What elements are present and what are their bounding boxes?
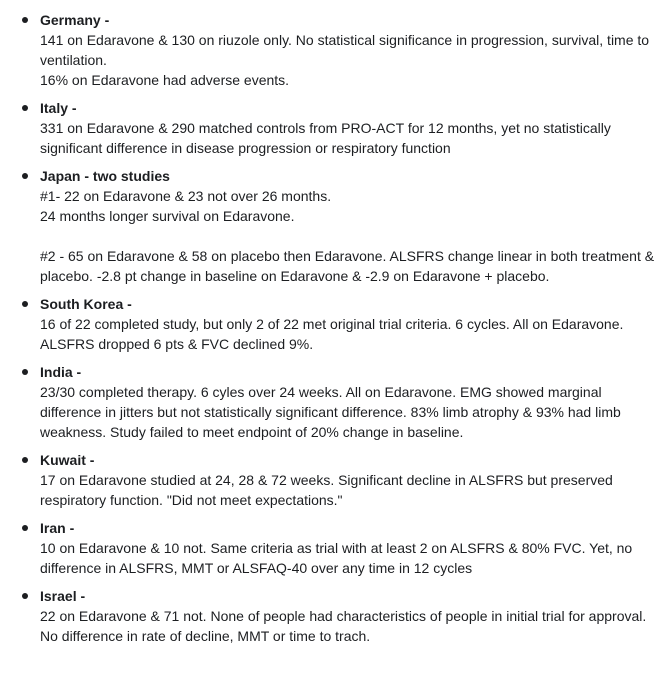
country-name: Germany -	[40, 12, 110, 28]
paragraph-break	[40, 226, 661, 246]
country-name: Kuwait -	[40, 452, 95, 468]
list-item-italy	[18, 98, 661, 158]
list-item-japan	[18, 166, 661, 286]
study-text: #2 - 65 on Edaravone & 58 on placebo then Edaravone. ALSFRS change linear in both treatment & placebo. -2.8 pt change in baseline on Edaravone & -2.9 on Edaravone + placebo.	[40, 248, 655, 284]
study-text: 141 on Edaravone & 130 on riuzole only. No statistical significance in progression, survival, time to ventilation.	[40, 32, 650, 68]
study-text: 17 on Edaravone studied at 24, 28 & 72 weeks. Significant decline in ALSFRS but preserved respiratory function. "Did not meet expectations."	[40, 472, 613, 508]
country-name: Japan - two studies	[40, 168, 170, 184]
list-item-south-korea	[18, 294, 661, 354]
list-item-israel	[18, 586, 661, 646]
country-name: Israel -	[40, 588, 86, 604]
country-name: Iran -	[40, 520, 75, 536]
list-item-india	[18, 362, 661, 442]
study-text: 22 on Edaravone & 71 not. None of people had characteristics of people in initial trial for approval. No difference in rate of decline, MMT or time to trach.	[40, 608, 647, 644]
list-item-iran	[18, 518, 661, 578]
study-text: 10 on Edaravone & 10 not. Same criteria as trial with at least 2 on ALSFRS & 80% FVC. Yet, no difference in ALSFRS, MMT or ALSFAQ-40 over any time in 12 cycles	[40, 540, 633, 576]
list-item-germany	[18, 10, 661, 90]
study-text: 16% on Edaravone had adverse events.	[40, 72, 290, 88]
study-text: #1- 22 on Edaravone & 23 not over 26 months.	[40, 188, 332, 204]
study-text: 16 of 22 completed study, but only 2 of 22 met original trial criteria. 6 cycles. All on Edaravone. ALSFRS dropped 6 pts & FVC declined 9%.	[40, 316, 624, 352]
list-item-kuwait	[18, 450, 661, 510]
country-name: South Korea -	[40, 296, 132, 312]
country-name: India -	[40, 364, 82, 380]
study-text: 24 months longer survival on Edaravone.	[40, 208, 295, 224]
country-name: Italy -	[40, 100, 77, 116]
study-text: 23/30 completed therapy. 6 cyles over 24 weeks. All on Edaravone. EMG showed marginal difference in jitters but not statistically significant difference. 83% limb atrophy & 93% had limb weakness. Study failed to meet endpoint of 20% change in baseline.	[40, 384, 621, 440]
study-text: 331 on Edaravone & 290 matched controls from PRO-ACT for 12 months, yet no statistically significant difference in disease progression or respiratory function	[40, 120, 611, 156]
